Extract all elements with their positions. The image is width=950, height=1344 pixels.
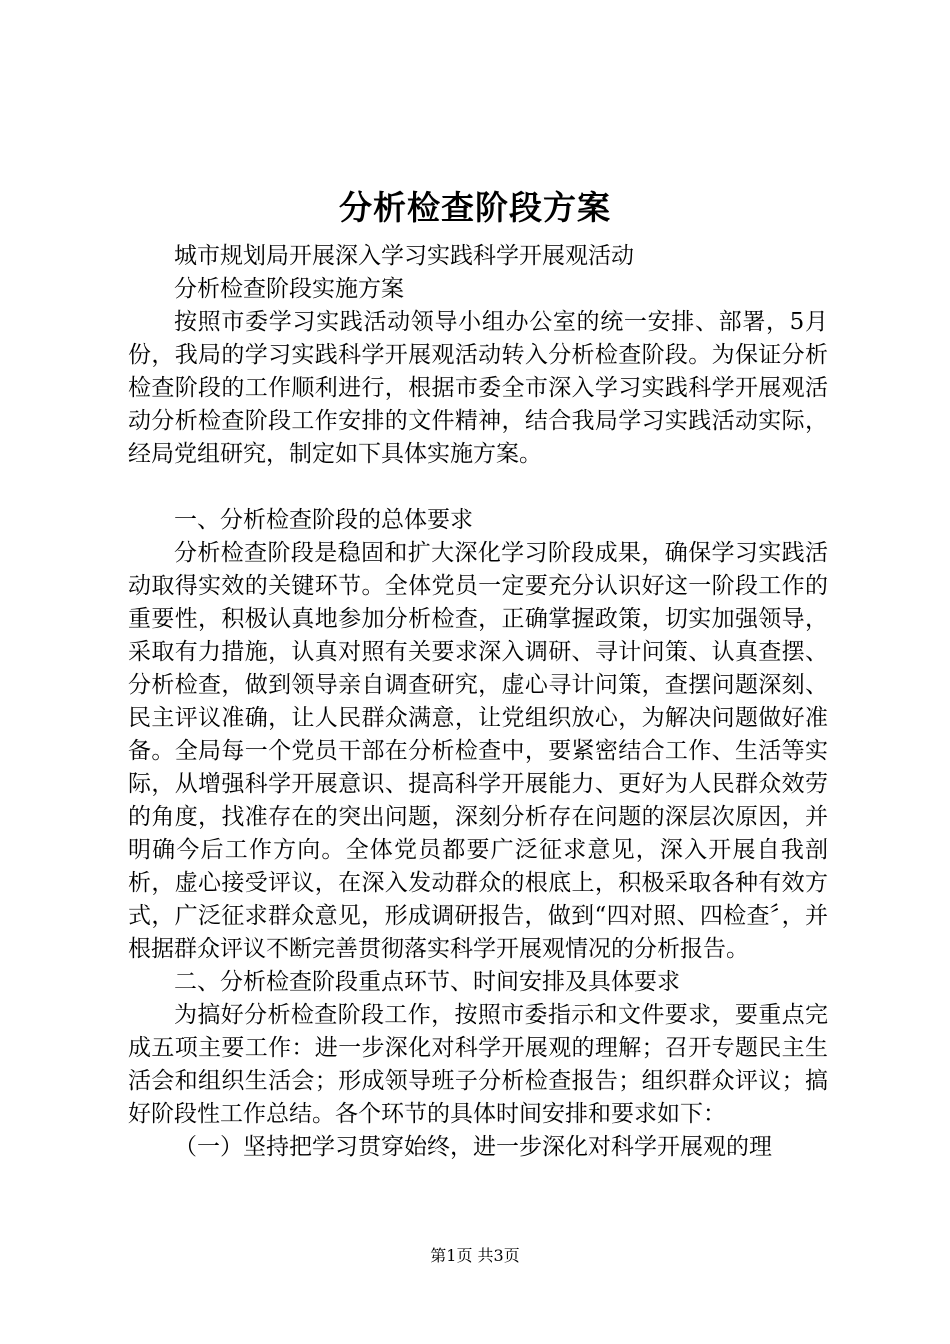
section-1-paragraph: 分析检查阶段是稳固和扩大深化学习阶段成果，确保学习实践活动取得实效的关键环节。全体党员一定要充分认识好这一阶段工作的重要性，积极认真地参加分析检查，正确掌握政策，切实加强领导，采取有力措施，认真对照有关要求深入调研、寻计问策、认真查摆、分析检查，做到领导亲自调查研究，虚心寻计问策，查摆问题深刻、民主评议准确，让人民群众满意，让党组织放心，为解决问题做好准备。全局每一个党员干部在分析检查中，要紧密结合工作、生活等实际，从增强科学开展意识、提高科学开展能力、更好为人民群众效劳的角度，找准存在的突出问题，深刻分析存在问题的深层次原因，并明确今后工作方向。全体党员都要广泛征求意见，深入开展自我剖析，虚心接受评议，在深入发动群众的根底上，积极采取各种有效方式，广泛征求群众意见，形成调研报告，做到“四对照、四检查〞，并根据群众评议不断完善贯彻落实科学开展观情况的分析报告。 [128,540,828,962]
subsection-heading-1: （一）坚持把学习贯穿始终，进一步深化对科学开展观的理 [174,1134,772,1160]
page-number-footer: 第1页 共3页 [430,1246,520,1265]
document-body [128,240,828,1164]
intro-paragraph: 按照市委学习实践活动领导小组办公室的统一安排、部署，5月份，我局的学习实践科学开展观活动转入分析检查阶段。为保证分析检查阶段的工作顺利进行，根据市委全市深入学习实践科学开展观活动分析检查阶段工作安排的文件精神，结合我局学习实践活动实际，经局党组研究，制定如下具体实施方案。 [128,309,828,467]
section-heading-2: 二、分析检查阶段重点环节、时间安排及具体要求 [174,969,680,995]
subtitle-line-1: 城市规划局开展深入学习实践科学开展观活动 [174,243,634,269]
subtitle-line-2: 分析检查阶段实施方案 [174,276,404,302]
section-2-paragraph: 为搞好分析检查阶段工作，按照市委指示和文件要求，要重点完成五项主要工作：进一步深化对科学开展观的理解；召开专题民主生活会和组织生活会；形成领导班子分析检查报告；组织群众评议；搞好阶段性工作总结。各个环节的具体时间安排和要求如下： [128,1002,828,1127]
section-heading-1: 一、分析检查阶段的总体要求 [174,507,473,533]
document-title: 分析检查阶段方案 [339,188,611,227]
